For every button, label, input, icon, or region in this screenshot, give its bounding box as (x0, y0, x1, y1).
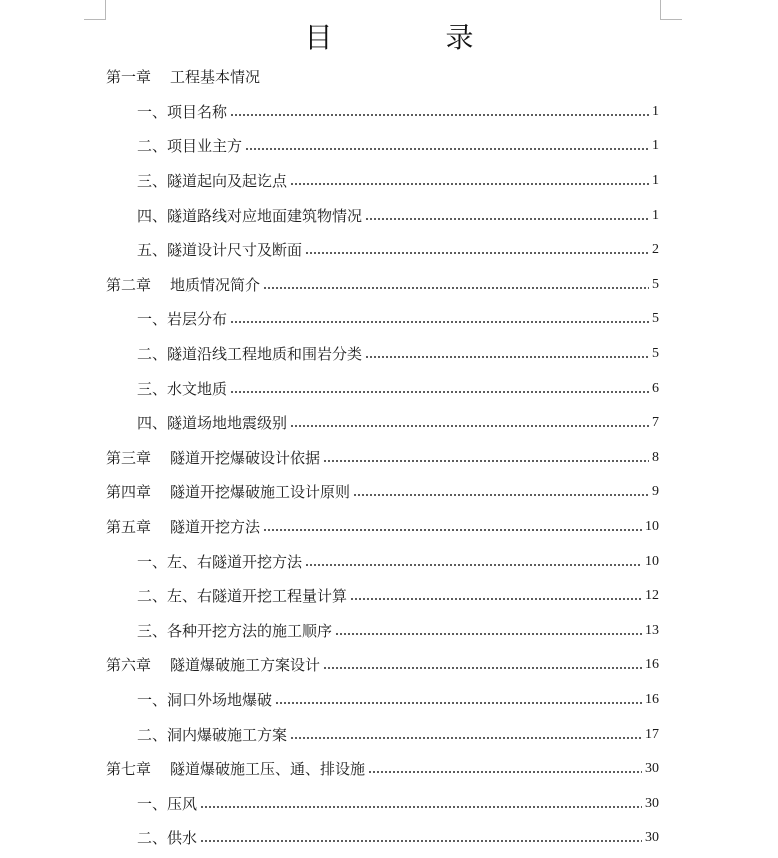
toc-page-number: 13 (645, 622, 659, 638)
toc-section-entry[interactable] (106, 579, 659, 614)
toc-entry-text: 隧道爆破施工压、通、排设施 (170, 760, 366, 779)
toc-chapter-number: 第六章 (106, 656, 152, 675)
toc-page-number: 30 (645, 795, 659, 811)
toc-page-number: 9 (652, 484, 659, 500)
toc-dot-leader (263, 529, 642, 531)
toc-entry-text: 隧道开挖爆破设计依据 (170, 448, 321, 467)
toc-entry-text: 五、隧道设计尺寸及断面 (137, 241, 303, 260)
toc-page-number: 7 (652, 415, 659, 431)
toc-entry-label (137, 171, 287, 191)
toc-entry-text: 二、供水 (137, 829, 198, 848)
toc-page-number: 1 (652, 138, 659, 154)
toc-section-entry[interactable] (106, 164, 659, 199)
toc-chapter-entry[interactable] (106, 60, 659, 95)
toc-dot-leader (230, 114, 649, 116)
toc-entry-label (137, 725, 287, 745)
toc-section-entry[interactable] (106, 95, 659, 130)
toc-entry-label (137, 413, 287, 433)
toc-chapter-entry[interactable] (106, 441, 659, 476)
toc-dot-leader (290, 737, 642, 739)
table-of-contents (106, 60, 659, 856)
toc-entry-text: 一、岩层分布 (137, 310, 228, 329)
toc-page-number: 1 (652, 207, 659, 223)
toc-chapter-number: 第五章 (106, 518, 152, 537)
toc-page-number: 16 (645, 657, 659, 673)
toc-dot-leader (368, 771, 642, 773)
toc-entry-text: 隧道开挖方法 (170, 518, 261, 537)
toc-page-number: 16 (645, 691, 659, 707)
toc-page-number: 1 (652, 173, 659, 189)
toc-page-number: 2 (652, 242, 659, 258)
toc-entry-label (137, 690, 272, 710)
toc-entry-text: 一、压风 (137, 794, 198, 813)
toc-dot-leader (305, 564, 642, 566)
toc-dot-leader (290, 183, 649, 185)
toc-entry-label (106, 448, 320, 468)
toc-entry-label (137, 828, 197, 848)
toc-chapter-entry[interactable] (106, 268, 659, 303)
toc-entry-label (137, 794, 197, 814)
toc-entry-label (137, 240, 302, 260)
toc-chapter-number: 第二章 (106, 275, 152, 294)
toc-chapter-number: 第七章 (106, 760, 152, 779)
toc-entry-label (137, 586, 347, 606)
toc-entry-text: 一、项目名称 (137, 102, 228, 121)
crop-mark-top-right (660, 0, 661, 20)
toc-entry-text: 三、水文地质 (137, 379, 228, 398)
toc-entry-label (106, 655, 320, 675)
toc-page-number: 10 (645, 553, 659, 569)
toc-entry-label (106, 759, 365, 779)
toc-chapter-number: 第三章 (106, 448, 152, 467)
toc-section-entry[interactable] (106, 198, 659, 233)
toc-page-number: 6 (652, 380, 659, 396)
toc-dot-leader (323, 667, 642, 669)
toc-dot-leader (353, 494, 649, 496)
toc-entry-label (137, 379, 227, 399)
toc-dot-leader (200, 806, 642, 808)
toc-section-entry[interactable] (106, 614, 659, 649)
toc-page-number: 12 (645, 588, 659, 604)
toc-section-entry[interactable] (106, 683, 659, 718)
toc-chapter-entry[interactable] (106, 648, 659, 683)
toc-page-number: 30 (645, 830, 659, 846)
crop-mark-top-left (105, 0, 106, 20)
toc-dot-leader (245, 148, 649, 150)
toc-entry-label (106, 517, 260, 537)
toc-dot-leader (290, 425, 649, 427)
toc-entry-text: 一、左、右隧道开挖方法 (137, 552, 303, 571)
toc-title: 目 录 (304, 21, 526, 54)
toc-entry-label (137, 621, 332, 641)
toc-section-entry[interactable] (106, 544, 659, 579)
toc-entry-text: 四、隧道场地地震级别 (137, 414, 288, 433)
toc-section-entry[interactable] (106, 129, 659, 164)
toc-chapter-entry[interactable] (106, 752, 659, 787)
toc-dot-leader (263, 287, 649, 289)
toc-entry-label (106, 482, 350, 502)
toc-page-number: 1 (652, 103, 659, 119)
toc-dot-leader (230, 391, 649, 393)
toc-section-entry[interactable] (106, 302, 659, 337)
toc-chapter-entry[interactable] (106, 510, 659, 545)
toc-entry-label (137, 206, 362, 226)
toc-entry-text: 二、隧道沿线工程地质和围岩分类 (137, 345, 363, 364)
toc-section-entry[interactable] (106, 717, 659, 752)
toc-entry-label (137, 309, 227, 329)
toc-entry-text: 三、各种开挖方法的施工顺序 (137, 621, 333, 640)
toc-entry-text: 二、洞内爆破施工方案 (137, 725, 288, 744)
toc-entry-label (137, 102, 227, 122)
toc-entry-text: 二、左、右隧道开挖工程量计算 (137, 587, 348, 606)
toc-section-entry[interactable] (106, 406, 659, 441)
toc-entry-text: 一、洞口外场地爆破 (137, 690, 273, 709)
toc-page-number: 5 (652, 311, 659, 327)
toc-section-entry[interactable] (106, 821, 659, 856)
toc-page-number: 8 (652, 449, 659, 465)
toc-entry-label (137, 344, 362, 364)
toc-section-entry[interactable] (106, 337, 659, 372)
toc-entry-text: 隧道开挖爆破施工设计原则 (170, 483, 351, 502)
toc-dot-leader (335, 633, 642, 635)
toc-entry-label (137, 136, 242, 156)
toc-dot-leader (365, 218, 649, 220)
toc-chapter-number: 第一章 (106, 68, 152, 87)
toc-dot-leader (350, 598, 642, 600)
toc-page-number: 10 (645, 519, 659, 535)
toc-entry-text: 地质情况简介 (170, 275, 261, 294)
toc-section-entry[interactable] (106, 786, 659, 821)
toc-dot-leader (230, 321, 649, 323)
toc-entry-label (106, 67, 260, 87)
toc-chapter-entry[interactable] (106, 475, 659, 510)
toc-chapter-number: 第四章 (106, 483, 152, 502)
toc-dot-leader (365, 356, 649, 358)
toc-dot-leader (275, 702, 642, 704)
toc-entry-text: 四、隧道路线对应地面建筑物情况 (137, 206, 363, 225)
toc-entry-label (106, 275, 260, 295)
toc-page-number: 17 (645, 726, 659, 742)
toc-section-entry[interactable] (106, 371, 659, 406)
toc-page-number: 30 (645, 761, 659, 777)
toc-dot-leader (305, 252, 649, 254)
toc-page-number: 5 (652, 276, 659, 292)
toc-entry-text: 三、隧道起向及起讫点 (137, 172, 288, 191)
toc-section-entry[interactable] (106, 233, 659, 268)
toc-entry-text: 隧道爆破施工方案设计 (170, 656, 321, 675)
toc-entry-text: 工程基本情况 (170, 68, 261, 87)
toc-entry-label (137, 552, 302, 572)
toc-page-number: 5 (652, 346, 659, 362)
toc-dot-leader (323, 460, 649, 462)
toc-dot-leader (200, 840, 642, 842)
toc-entry-text: 二、项目业主方 (137, 137, 243, 156)
